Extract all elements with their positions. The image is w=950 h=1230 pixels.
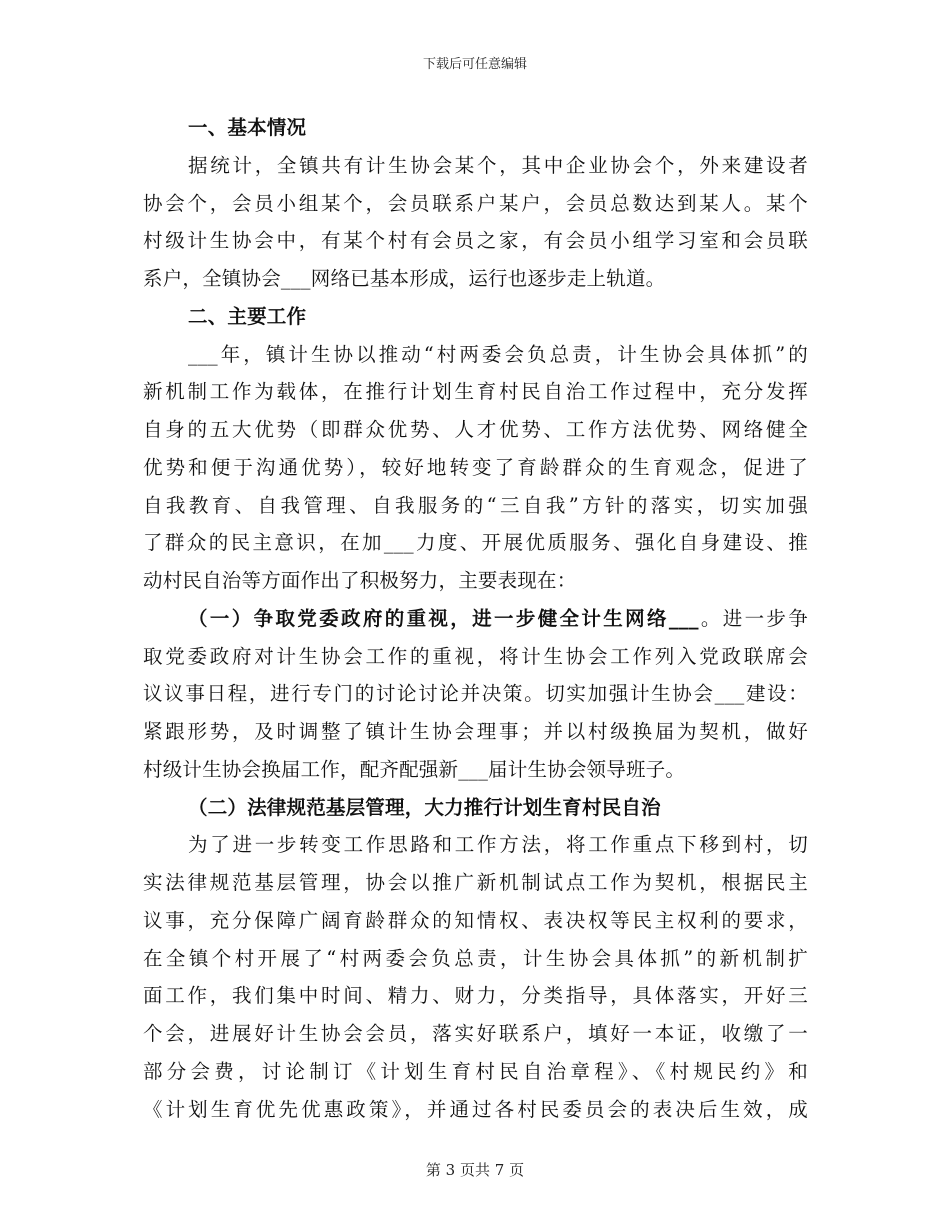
subsection-heading: （一）争取党委政府的重视，进一步健全计生网络___ — [188, 606, 699, 630]
paragraph-line: 了群众的民主意识，在加___力度、开展优质服务、强化自身建设、推 — [143, 531, 808, 555]
section-heading: 一、基本情况 — [188, 116, 307, 139]
paragraph-line: 面工作，我们集中时间、精力、财力，分类指导，具体落实，开好三 — [143, 984, 808, 1008]
paragraph-line: 村级计生协会换届工作，配齐配强新___届计生协会领导班子。 — [143, 757, 686, 781]
page-footer: 第 3 页共 7 页 — [425, 1161, 525, 1179]
paragraph-line: 取党委政府对计生协会工作的重视，将计生协会工作列入党政联席会 — [143, 644, 808, 668]
paragraph-line: 据统计，全镇共有计生协会某个，其中企业协会个，外来建设者 — [188, 153, 808, 177]
paragraph-line — [143, 600, 808, 638]
paragraph-line: ___年，镇计生协以推动“村两委会负总责，计生协会具体抓”的 — [188, 342, 808, 366]
document-body — [143, 109, 808, 1128]
paragraph-line: 议议事日程，进行专门的讨论讨论并决策。切实加强计生协会___建设： — [143, 682, 808, 706]
paragraph-line: 议事，充分保障广阔育龄群众的知情权、表决权等民主权利的要求， — [143, 908, 808, 932]
paragraph-line: 自我教育、自我管理、自我服务的“三自我”方针的落实，切实加强 — [143, 493, 808, 517]
paragraph-line: 为了进一步转变工作思路和工作方法，将工作重点下移到村，切 — [188, 833, 808, 857]
paragraph-line: 新机制工作为载体，在推行计划生育村民自治工作过程中，充分发挥 — [143, 380, 808, 404]
paragraph-line: 自身的五大优势（即群众优势、人才优势、工作方法优势、网络健全 — [143, 418, 808, 441]
section-heading: （二）法律规范基层管理，大力推行计划生育村民自治 — [188, 795, 661, 819]
paragraph-line: 协会个，会员小组某个，会员联系户某户，会员总数达到某人。某个 — [143, 191, 808, 215]
paragraph-line: 系户，全镇协会___网络已基本形成，运行也逐步走上轨道。 — [143, 267, 666, 290]
paragraph-line: 在全镇个村开展了“村两委会负总责，计生协会具体抓”的新机制扩 — [143, 946, 808, 970]
paragraph-line: 《计划生育优先优惠政策》，并通过各村民委员会的表决后生效，成 — [143, 1097, 808, 1121]
paragraph-line: 优势和便于沟通优势），较好地转变了育龄群众的生育观念，促进了 — [143, 455, 808, 479]
paragraph-line: 动村民自治等方面作出了积极努力，主要表现在： — [143, 569, 577, 592]
paragraph-line: 村级计生协会中，有某个村有会员之家，有会员小组学习室和会员联 — [143, 229, 808, 253]
paragraph-line: 个会，进展好计生协会会员，落实好联系户，填好一本证，收缴了一 — [143, 1022, 808, 1045]
paragraph-line: 紧跟形势，及时调整了镇计生协会理事；并以村级换届为契机，做好 — [143, 720, 808, 743]
paragraph-line: 部分会费，讨论制订《计划生育村民自治章程》、《村规民约》和 — [143, 1059, 808, 1083]
paragraph-line: 实法律规范基层管理，协会以推广新机制试点工作为契机，根据民主 — [143, 871, 808, 894]
paragraph-text: 。进一步争 — [698, 606, 808, 630]
page-header: 下载后可任意编辑 — [422, 57, 527, 72]
section-heading: 二、主要工作 — [188, 304, 307, 328]
